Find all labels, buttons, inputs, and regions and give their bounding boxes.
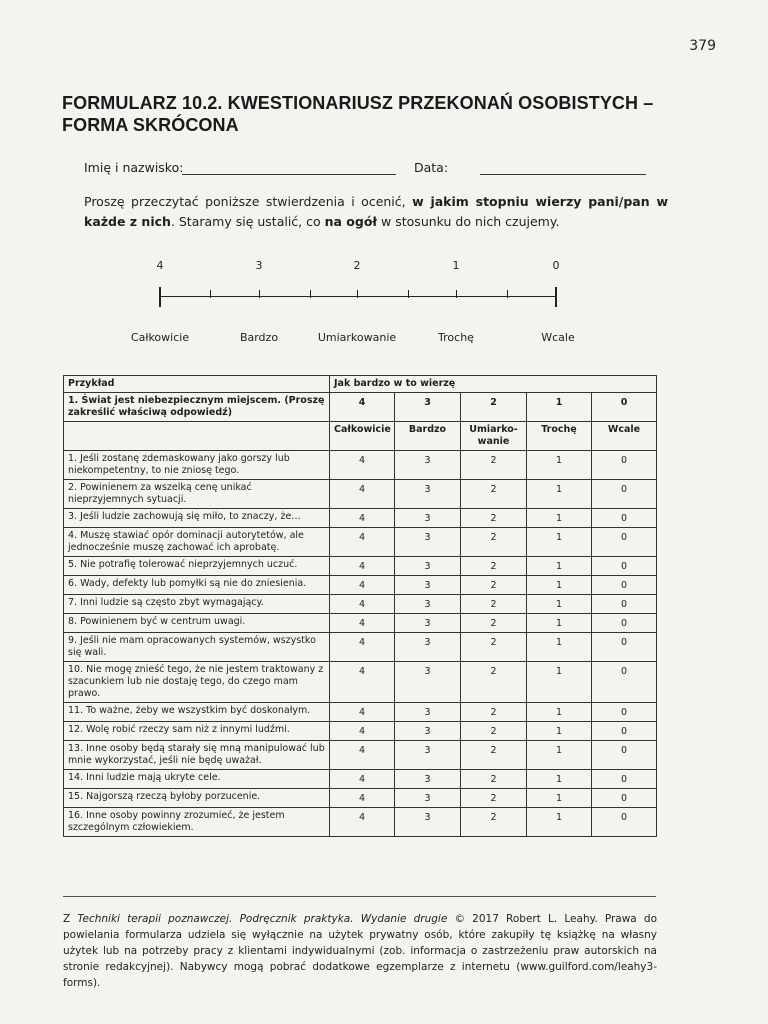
rating-option[interactable]: 0 xyxy=(592,451,657,480)
column-label: Umiarko-wanie xyxy=(461,422,527,451)
statement-cell: 15. Najgorszą rzeczą byłoby porzucenie. xyxy=(64,789,330,808)
scale-end-tick xyxy=(555,287,557,307)
rating-option[interactable]: 4 xyxy=(330,528,395,557)
rating-option[interactable]: 3 xyxy=(395,633,461,662)
statement-cell: 6. Wady, defekty lub pomyłki są nie do zniesienia. xyxy=(64,576,330,595)
statement-cell: 11. To ważne, żeby we wszystkim być doskonałym. xyxy=(64,703,330,722)
scale-label: Całkowicie xyxy=(130,331,190,344)
questionnaire-body xyxy=(64,376,657,837)
rating-option[interactable]: 2 xyxy=(461,509,527,528)
rating-option[interactable]: 0 xyxy=(592,557,657,576)
rating-option[interactable]: 1 xyxy=(527,808,592,837)
example-value[interactable]: 0 xyxy=(592,393,657,422)
rating-option[interactable]: 3 xyxy=(395,703,461,722)
rating-option[interactable]: 3 xyxy=(395,808,461,837)
statement-cell: 4. Muszę stawiać opór dominacji autorytetów, ale jednocześnie muszę zachować ich aprobatę. xyxy=(64,528,330,557)
rating-option[interactable]: 2 xyxy=(461,595,527,614)
questionnaire-table xyxy=(63,375,657,837)
footer-book-title: Techniki terapii poznawczej. Podręcznik praktyka. Wydanie drugie xyxy=(77,913,448,925)
table-row xyxy=(64,703,657,722)
rating-option[interactable]: 1 xyxy=(527,789,592,808)
rating-option[interactable]: 3 xyxy=(395,741,461,770)
footer-prefix: Z xyxy=(63,913,78,925)
rating-option[interactable]: 1 xyxy=(527,509,592,528)
statement-cell: 3. Jeśli ludzie zachowują się miło, to znaczy, że… xyxy=(64,509,330,528)
table-row xyxy=(64,741,657,770)
rating-option[interactable]: 4 xyxy=(330,480,395,509)
name-field-line[interactable] xyxy=(182,174,396,175)
rating-option[interactable]: 2 xyxy=(461,808,527,837)
rating-option[interactable]: 4 xyxy=(330,662,395,703)
rating-option[interactable]: 4 xyxy=(330,703,395,722)
scale-label: Umiarkowanie xyxy=(317,331,397,344)
rating-option[interactable]: 4 xyxy=(330,614,395,633)
rating-option[interactable]: 0 xyxy=(592,808,657,837)
example-statement: 1. Świat jest niebezpiecznym miejscem. (Proszę zakreślić właściwą odpowiedź) xyxy=(64,393,330,422)
rating-option[interactable]: 2 xyxy=(461,614,527,633)
rating-option[interactable]: 3 xyxy=(395,576,461,595)
column-label: Trochę xyxy=(527,422,592,451)
column-label: Wcale xyxy=(592,422,657,451)
instructions-emphasis: na ogół xyxy=(324,214,378,229)
scale-number: 2 xyxy=(353,259,361,272)
rating-option[interactable]: 3 xyxy=(395,451,461,480)
rating-option[interactable]: 4 xyxy=(330,808,395,837)
statement-cell: 5. Nie potrafię tolerować nieprzyjemnych uczuć. xyxy=(64,557,330,576)
rating-option[interactable]: 1 xyxy=(527,703,592,722)
scale-tick xyxy=(210,290,211,298)
rating-option[interactable]: 2 xyxy=(461,703,527,722)
rating-option[interactable]: 1 xyxy=(527,722,592,741)
rating-option[interactable]: 1 xyxy=(527,528,592,557)
table-row xyxy=(64,509,657,528)
table-row xyxy=(64,528,657,557)
copyright-footer xyxy=(63,911,657,991)
scale-label: Bardzo xyxy=(239,331,279,344)
rating-option[interactable]: 3 xyxy=(395,662,461,703)
rating-option[interactable]: 0 xyxy=(592,614,657,633)
table-header-row xyxy=(64,376,657,393)
rating-option[interactable]: 0 xyxy=(592,741,657,770)
rating-option[interactable]: 2 xyxy=(461,633,527,662)
rating-option[interactable]: 2 xyxy=(461,451,527,480)
statement-cell: 9. Jeśli nie mam opracowanych systemów, wszystko się wali. xyxy=(64,633,330,662)
scale-label: Wcale xyxy=(541,331,575,344)
scale-tick xyxy=(507,290,508,298)
table-row xyxy=(64,722,657,741)
rating-option[interactable]: 1 xyxy=(527,662,592,703)
scale-tick xyxy=(310,290,311,298)
scale-number: 0 xyxy=(552,259,560,272)
rating-option[interactable]: 2 xyxy=(461,662,527,703)
scale-tick xyxy=(456,290,457,298)
rating-option[interactable]: 1 xyxy=(527,770,592,789)
rating-option[interactable]: 4 xyxy=(330,557,395,576)
statement-cell: 2. Powinienem za wszelką cenę unikać nieprzyjemnych sytuacji. xyxy=(64,480,330,509)
rating-option[interactable]: 3 xyxy=(395,528,461,557)
rating-option[interactable]: 1 xyxy=(527,480,592,509)
statement-cell: 8. Powinienem być w centrum uwagi. xyxy=(64,614,330,633)
date-field-line[interactable] xyxy=(480,174,646,175)
rating-option[interactable]: 3 xyxy=(395,770,461,789)
example-row xyxy=(64,393,657,422)
table-row xyxy=(64,808,657,837)
rating-option[interactable]: 0 xyxy=(592,595,657,614)
table-row xyxy=(64,633,657,662)
rating-option[interactable]: 0 xyxy=(592,480,657,509)
example-value[interactable]: 2 xyxy=(461,393,527,422)
table-row xyxy=(64,770,657,789)
rating-option[interactable]: 2 xyxy=(461,722,527,741)
rating-option[interactable]: 1 xyxy=(527,633,592,662)
rating-option[interactable]: 3 xyxy=(395,509,461,528)
column-labels-row xyxy=(64,422,657,451)
rating-option[interactable]: 1 xyxy=(527,614,592,633)
scale-number: 3 xyxy=(255,259,263,272)
table-row xyxy=(64,557,657,576)
rating-option[interactable]: 3 xyxy=(395,614,461,633)
rating-option[interactable]: 4 xyxy=(330,509,395,528)
scale-number: 1 xyxy=(452,259,460,272)
rating-option[interactable]: 0 xyxy=(592,528,657,557)
rating-option[interactable]: 0 xyxy=(592,509,657,528)
rating-option[interactable]: 2 xyxy=(461,557,527,576)
empty-cell xyxy=(64,422,330,451)
table-row xyxy=(64,595,657,614)
example-value[interactable]: 3 xyxy=(395,393,461,422)
rating-option[interactable]: 4 xyxy=(330,770,395,789)
rating-option[interactable]: 4 xyxy=(330,722,395,741)
table-row xyxy=(64,614,657,633)
statement-cell: 13. Inne osoby będą starały się mną manipulować lub mnie wykorzystać, jeśli nie będę uważał. xyxy=(64,741,330,770)
scale-tick xyxy=(408,290,409,298)
rating-option[interactable]: 3 xyxy=(395,722,461,741)
rating-option[interactable]: 2 xyxy=(461,576,527,595)
table-row xyxy=(64,576,657,595)
statement-cell: 10. Nie mogę znieść tego, że nie jestem traktowany z szacunkiem lub nie dostaję tego, do czego mam prawo. xyxy=(64,662,330,703)
table-row xyxy=(64,451,657,480)
rating-option[interactable]: 2 xyxy=(461,789,527,808)
statement-cell: 1. Jeśli zostanę zdemaskowany jako gorszy lub niekompetentny, to nie zniosę tego. xyxy=(64,451,330,480)
rating-option[interactable]: 2 xyxy=(461,528,527,557)
rating-scale-line xyxy=(160,296,556,297)
rating-option[interactable]: 4 xyxy=(330,576,395,595)
scale-number: 4 xyxy=(156,259,164,272)
rating-option[interactable]: 3 xyxy=(395,480,461,509)
instructions-part: Proszę przeczytać poniższe stwierdzenia i ocenić, xyxy=(84,194,413,209)
name-field-label: Imię i nazwisko: xyxy=(84,160,184,175)
rating-option[interactable]: 1 xyxy=(527,557,592,576)
example-value[interactable]: 1 xyxy=(527,393,592,422)
rating-option[interactable]: 0 xyxy=(592,789,657,808)
rating-option[interactable]: 4 xyxy=(330,595,395,614)
rating-option[interactable]: 3 xyxy=(395,557,461,576)
table-row xyxy=(64,480,657,509)
scale-end-tick xyxy=(159,287,161,307)
rating-option[interactable]: 0 xyxy=(592,662,657,703)
rating-option[interactable]: 1 xyxy=(527,741,592,770)
rating-option[interactable]: 4 xyxy=(330,789,395,808)
instructions-part: w stosunku do nich czujemy. xyxy=(377,214,560,229)
rating-option[interactable]: 2 xyxy=(461,770,527,789)
column-label: Bardzo xyxy=(395,422,461,451)
scale-tick xyxy=(259,290,260,298)
footer-text: © 2017 Robert L. Leahy. Prawa do powielania formularza udziela się wyłącznie na użytek prywatny osób, które zakupiły tę książkę na własny użytek lub na potrzeby pracy z klientami indywidualnymi (zob. informacja o zastrzeżeniu praw autorskich na stronie redakcyjnej). Nabywcy mogą pobrać dodatkowe egzemplarze z internetu (www.guilford.com/leahy3-forms). xyxy=(63,913,658,989)
belief-header: Jak bardzo w to wierzę xyxy=(330,376,657,393)
table-row xyxy=(64,662,657,703)
statement-cell: 14. Inni ludzie mają ukryte cele. xyxy=(64,770,330,789)
rating-option[interactable]: 3 xyxy=(395,789,461,808)
instructions-emphasis: w jakim stopniu wierzy pani/pan w każde z nich xyxy=(84,194,668,229)
rating-option[interactable]: 3 xyxy=(395,595,461,614)
rating-option[interactable]: 0 xyxy=(592,770,657,789)
rating-option[interactable]: 0 xyxy=(592,722,657,741)
rating-option[interactable]: 4 xyxy=(330,741,395,770)
scale-label: Trochę xyxy=(438,331,474,344)
column-label: Całkowicie xyxy=(330,422,395,451)
rating-option[interactable]: 0 xyxy=(592,633,657,662)
statement-cell: 12. Wolę robić rzeczy sam niż z innymi ludźmi. xyxy=(64,722,330,741)
form-title: FORMULARZ 10.2. KWESTIONARIUSZ PRZEKONAŃ OSOBISTYCH – FORMA SKRÓCONA xyxy=(62,93,654,135)
instructions-part: . Staramy się ustalić, co xyxy=(170,214,325,229)
footer-divider xyxy=(63,896,656,897)
rating-option[interactable]: 0 xyxy=(592,576,657,595)
rating-option[interactable]: 2 xyxy=(461,741,527,770)
instructions xyxy=(84,192,668,232)
rating-option[interactable]: 1 xyxy=(527,576,592,595)
date-field-label: Data: xyxy=(414,160,449,175)
statement-cell: 16. Inne osoby powinny zrozumieć, że jestem szczególnym człowiekiem. xyxy=(64,808,330,837)
rating-option[interactable]: 1 xyxy=(527,451,592,480)
table-row xyxy=(64,789,657,808)
example-header: Przykład xyxy=(64,376,330,393)
rating-option[interactable]: 4 xyxy=(330,633,395,662)
statement-cell: 7. Inni ludzie są często zbyt wymagający. xyxy=(64,595,330,614)
scale-tick xyxy=(357,290,358,298)
rating-option[interactable]: 0 xyxy=(592,703,657,722)
rating-option[interactable]: 1 xyxy=(527,595,592,614)
page-number: 379 xyxy=(689,38,716,54)
rating-option[interactable]: 2 xyxy=(461,480,527,509)
rating-option[interactable]: 4 xyxy=(330,451,395,480)
example-value[interactable]: 4 xyxy=(330,393,395,422)
